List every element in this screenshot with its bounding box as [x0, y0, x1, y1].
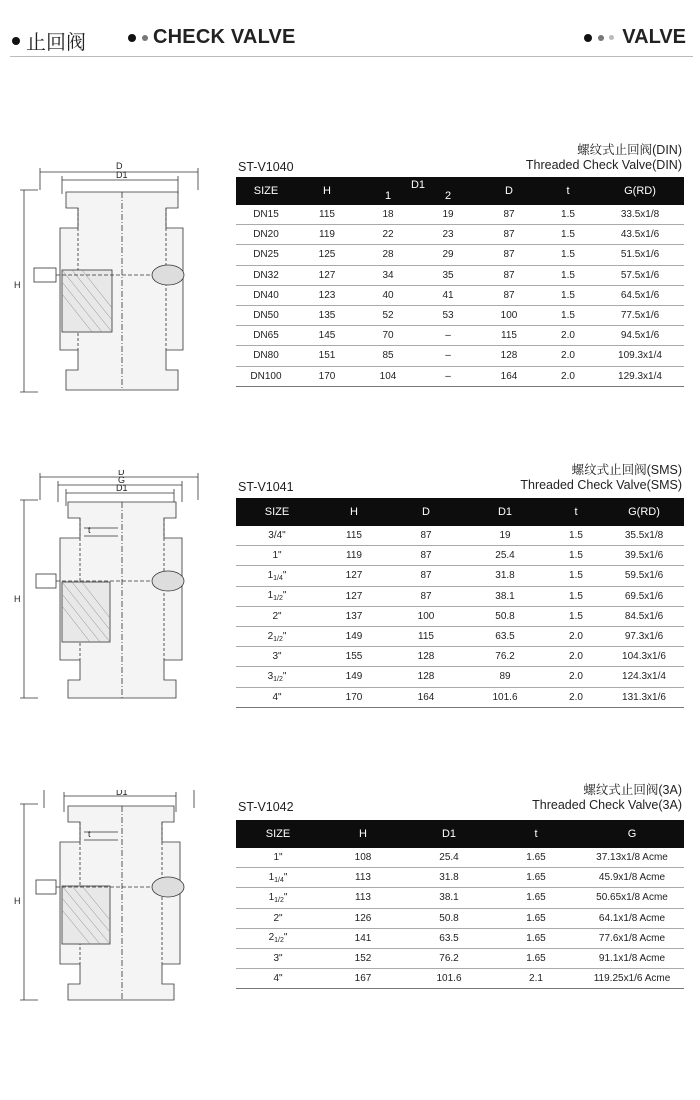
drawing-label-d: D: [116, 161, 123, 171]
table-cell: 25.4: [406, 848, 492, 868]
table-cell: 131.3x1/6: [604, 687, 684, 707]
table-cell: 2.0: [548, 667, 604, 687]
table-cell: 51.5x1/6: [596, 245, 684, 265]
drawing-label-t: t: [88, 525, 91, 535]
table-cell: 87: [478, 225, 540, 245]
drawing-label-d1: D1: [116, 483, 128, 493]
table-cell: 35.5x1/8: [604, 526, 684, 546]
drawing-label-t: t: [88, 829, 91, 839]
table-cell: 3/4": [236, 526, 318, 546]
table-cell: 1.65: [492, 908, 580, 928]
col-h: H: [296, 177, 358, 205]
table-cell: –: [418, 326, 478, 346]
table-cell: 2.0: [540, 346, 596, 366]
table-cell: 19: [462, 526, 548, 546]
table-cell: 18: [358, 205, 418, 225]
table-cell: 4": [236, 687, 318, 707]
table-cell: 1.65: [492, 948, 580, 968]
title-cn: 螺纹式止回阀(3A): [583, 783, 682, 797]
col-g: G(RD): [604, 498, 684, 526]
table-cell: 145: [296, 326, 358, 346]
table-cell: 124.3x1/4: [604, 667, 684, 687]
table-cell: 87: [478, 245, 540, 265]
header-right-title: VALVE: [622, 26, 686, 48]
model-number: ST-V1041: [238, 480, 294, 494]
table-cell: 59.5x1/6: [604, 566, 684, 586]
table-cell: 119: [318, 546, 390, 566]
page-header: [0, 0, 700, 58]
table-cell: 85: [358, 346, 418, 366]
table-cell: –: [418, 366, 478, 386]
table-cell: 101.6: [406, 969, 492, 989]
section-title: [526, 143, 682, 173]
table-cell: $1_{1/2}$": [236, 586, 318, 606]
table-header-row: [236, 177, 684, 205]
table-cell: 1.5: [548, 526, 604, 546]
table-cell: 1.5: [540, 225, 596, 245]
table-cell: 155: [318, 647, 390, 667]
col-h: H: [318, 498, 390, 526]
table-cell: 25.4: [462, 546, 548, 566]
bullet-icon: [12, 37, 20, 45]
table-cell: 104.3x1/6: [604, 647, 684, 667]
table-cell: 104: [358, 366, 418, 386]
table-cell: 1.5: [548, 566, 604, 586]
table-cell: 64.1x1/8 Acme: [580, 908, 684, 928]
table-cell: 69.5x1/6: [604, 586, 684, 606]
table-cell: 28: [358, 245, 418, 265]
col-size: SIZE: [236, 498, 318, 526]
table-cell: 1.65: [492, 848, 580, 868]
table-cell: 53: [418, 305, 478, 325]
table-cell: 170: [318, 687, 390, 707]
col-t: t: [548, 498, 604, 526]
table-cell: 1.65: [492, 928, 580, 948]
table-cell: 4": [236, 969, 320, 989]
table-cell: 2.1: [492, 969, 580, 989]
table-cell: 109.3x1/4: [596, 346, 684, 366]
table-cell: 87: [478, 285, 540, 305]
header-left: [12, 26, 86, 55]
drawing-label-g: G: [118, 475, 126, 485]
table-cell: $2_{1/2}$": [236, 626, 318, 646]
table-cell: 34: [358, 265, 418, 285]
table-cell: 152: [320, 948, 406, 968]
table-cell: 91.1x1/8 Acme: [580, 948, 684, 968]
table-cell: 76.2: [462, 647, 548, 667]
table-cell: 38.1: [406, 888, 492, 908]
table-cell: 1.65: [492, 888, 580, 908]
drawing-label-d: D: [118, 470, 125, 477]
table-cell: 45.9x1/8 Acme: [580, 868, 684, 888]
table-row: [236, 245, 684, 265]
table-row: [236, 205, 684, 225]
drawing-label-d1: D1: [116, 790, 128, 797]
table-cell: 87: [390, 526, 462, 546]
table-row: [236, 366, 684, 386]
table-cell: 100: [390, 606, 462, 626]
table-cell: 50.8: [406, 908, 492, 928]
table-cell: 149: [318, 626, 390, 646]
bullet-icon: [609, 35, 614, 40]
bullet-icon: [598, 35, 604, 41]
table-cell: 113: [320, 888, 406, 908]
title-en: Threaded Check Valve(SMS): [520, 478, 682, 492]
table-cell: 100: [478, 305, 540, 325]
drawing-label-h: H: [14, 280, 21, 290]
table-cell: 38.1: [462, 586, 548, 606]
table-cell: DN32: [236, 265, 296, 285]
table-cell: 43.5x1/6: [596, 225, 684, 245]
table-cell: 1": [236, 848, 320, 868]
table-cell: 37.13x1/8 Acme: [580, 848, 684, 868]
table-row: [236, 225, 684, 245]
table-cell: 63.5: [462, 626, 548, 646]
valve-drawing-sms: [8, 470, 213, 710]
table-cell: 1.5: [540, 265, 596, 285]
table-cell: 1.5: [540, 205, 596, 225]
table-cell: 1.5: [540, 245, 596, 265]
table-cell: 97.3x1/6: [604, 626, 684, 646]
table-cell: 2.0: [548, 647, 604, 667]
table-cell: 33.5x1/8: [596, 205, 684, 225]
table-cell: 170: [296, 366, 358, 386]
table-cell: 128: [390, 647, 462, 667]
title-cn: 螺纹式止回阀(DIN): [577, 143, 682, 157]
col-d1-1: 1: [384, 190, 392, 202]
table-row: [236, 647, 684, 667]
table-row: [236, 586, 684, 606]
table-cell: 35: [418, 265, 478, 285]
table-cell: DN40: [236, 285, 296, 305]
table-cell: 41: [418, 285, 478, 305]
table-cell: 129.3x1/4: [596, 366, 684, 386]
valve-drawing-din: [8, 150, 213, 400]
section-title: [532, 783, 682, 813]
table-row: [236, 546, 684, 566]
table-cell: 135: [296, 305, 358, 325]
title-en: Threaded Check Valve(3A): [532, 798, 682, 812]
header-center-title: CHECK VALVE: [153, 26, 296, 48]
table-header-row: [236, 498, 684, 526]
table-cell: 23: [418, 225, 478, 245]
col-size: SIZE: [236, 177, 296, 205]
table-cell: 164: [478, 366, 540, 386]
table-cell: 119: [296, 225, 358, 245]
table-cell: 3": [236, 647, 318, 667]
table-cell: 84.5x1/6: [604, 606, 684, 626]
col-d: D: [390, 498, 462, 526]
model-number: ST-V1040: [238, 160, 294, 174]
spec-table-sms: [236, 498, 684, 708]
col-d: D: [478, 177, 540, 205]
table-cell: 50.8: [462, 606, 548, 626]
table-cell: 141: [320, 928, 406, 948]
table-row: [236, 326, 684, 346]
table-cell: 113: [320, 868, 406, 888]
table-cell: 87: [478, 265, 540, 285]
table-cell: 126: [320, 908, 406, 928]
valve-drawing-3a: [8, 790, 213, 1030]
table-cell: 31.8: [406, 868, 492, 888]
table-cell: 1.5: [540, 305, 596, 325]
col-d1: D1: [462, 498, 548, 526]
table-cell: DN100: [236, 366, 296, 386]
bullet-icon: [584, 34, 592, 42]
col-d1-2: 2: [444, 190, 452, 202]
table-cell: 108: [320, 848, 406, 868]
header-divider: [10, 56, 693, 57]
table-row: [236, 566, 684, 586]
section-title: [520, 463, 682, 493]
table-cell: $2_{1/2}$": [236, 928, 320, 948]
table-row: [236, 868, 684, 888]
table-cell: 125: [296, 245, 358, 265]
table-cell: 39.5x1/6: [604, 546, 684, 566]
col-g: G: [580, 820, 684, 848]
table-cell: DN20: [236, 225, 296, 245]
table-cell: 77.5x1/6: [596, 305, 684, 325]
table-cell: 63.5: [406, 928, 492, 948]
table-cell: 40: [358, 285, 418, 305]
table-cell: 1.5: [548, 546, 604, 566]
col-h: H: [320, 820, 406, 848]
table-row: [236, 908, 684, 928]
table-cell: 89: [462, 667, 548, 687]
table-row: [236, 526, 684, 546]
table-cell: 19: [418, 205, 478, 225]
table-cell: 50.65x1/8 Acme: [580, 888, 684, 908]
table-cell: $1_{1/4}$": [236, 566, 318, 586]
col-g: G(RD): [596, 177, 684, 205]
table-cell: 87: [390, 546, 462, 566]
col-d1: [358, 177, 478, 205]
table-row: [236, 969, 684, 989]
table-row: [236, 667, 684, 687]
col-t: t: [540, 177, 596, 205]
model-number: ST-V1042: [238, 800, 294, 814]
table-cell: 3": [236, 948, 320, 968]
spec-table-din: [236, 177, 684, 387]
table-row: [236, 687, 684, 707]
table-cell: 57.5x1/6: [596, 265, 684, 285]
table-cell: 94.5x1/6: [596, 326, 684, 346]
table-cell: 87: [390, 586, 462, 606]
table-row: [236, 928, 684, 948]
table-cell: 151: [296, 346, 358, 366]
title-cn: 螺纹式止回阀(SMS): [571, 463, 682, 477]
table-cell: 123: [296, 285, 358, 305]
table-cell: 1.5: [548, 586, 604, 606]
table-cell: DN15: [236, 205, 296, 225]
table-row: [236, 948, 684, 968]
table-cell: 127: [296, 265, 358, 285]
table-cell: 52: [358, 305, 418, 325]
table-cell: 70: [358, 326, 418, 346]
drawing-label-h: H: [14, 594, 21, 604]
table-row: [236, 265, 684, 285]
table-cell: 115: [390, 626, 462, 646]
table-cell: 87: [478, 205, 540, 225]
table-row: [236, 346, 684, 366]
table-cell: DN65: [236, 326, 296, 346]
title-en: Threaded Check Valve(DIN): [525, 158, 682, 172]
table-row: [236, 305, 684, 325]
header-center: [128, 26, 296, 49]
header-left-title: 止回阀: [26, 32, 86, 54]
col-size: SIZE: [236, 820, 320, 848]
spec-table-3a: [236, 820, 684, 989]
table-cell: 115: [478, 326, 540, 346]
table-cell: $1_{1/4}$": [236, 868, 320, 888]
table-cell: 101.6: [462, 687, 548, 707]
table-cell: 31.8: [462, 566, 548, 586]
table-row: [236, 285, 684, 305]
table-cell: 29: [418, 245, 478, 265]
table-cell: 127: [318, 586, 390, 606]
header-right: [584, 26, 686, 49]
table-cell: 2.0: [540, 326, 596, 346]
table-cell: 77.6x1/8 Acme: [580, 928, 684, 948]
table-cell: 1.5: [548, 606, 604, 626]
table-cell: 128: [478, 346, 540, 366]
table-cell: 1.5: [540, 285, 596, 305]
table-cell: 64.5x1/6: [596, 285, 684, 305]
table-cell: –: [418, 346, 478, 366]
table-cell: $3_{1/2}$": [236, 667, 318, 687]
col-d1: D1: [406, 820, 492, 848]
table-cell: 2.0: [540, 366, 596, 386]
table-cell: 164: [390, 687, 462, 707]
col-d1-label: D1: [410, 179, 426, 191]
drawing-label-d1: D1: [116, 170, 128, 180]
bullet-icon: [142, 35, 148, 41]
table-row: [236, 848, 684, 868]
table-cell: DN80: [236, 346, 296, 366]
table-cell: 2": [236, 606, 318, 626]
table-header-row: [236, 820, 684, 848]
table-cell: 22: [358, 225, 418, 245]
table-row: [236, 626, 684, 646]
table-row: [236, 888, 684, 908]
table-cell: $1_{1/2}$": [236, 888, 320, 908]
table-cell: 2.0: [548, 626, 604, 646]
table-cell: 1": [236, 546, 318, 566]
table-cell: DN50: [236, 305, 296, 325]
col-t: t: [492, 820, 580, 848]
table-cell: 167: [320, 969, 406, 989]
table-cell: 2.0: [548, 687, 604, 707]
table-cell: 87: [390, 566, 462, 586]
table-cell: 128: [390, 667, 462, 687]
table-cell: 115: [318, 526, 390, 546]
table-cell: 149: [318, 667, 390, 687]
drawing-label-h: H: [14, 896, 21, 906]
table-cell: 2": [236, 908, 320, 928]
table-cell: 115: [296, 205, 358, 225]
table-row: [236, 606, 684, 626]
table-cell: 76.2: [406, 948, 492, 968]
table-cell: 1.65: [492, 868, 580, 888]
table-cell: DN25: [236, 245, 296, 265]
table-cell: 137: [318, 606, 390, 626]
bullet-icon: [128, 34, 136, 42]
table-cell: 127: [318, 566, 390, 586]
table-cell: 119.25x1/6 Acme: [580, 969, 684, 989]
